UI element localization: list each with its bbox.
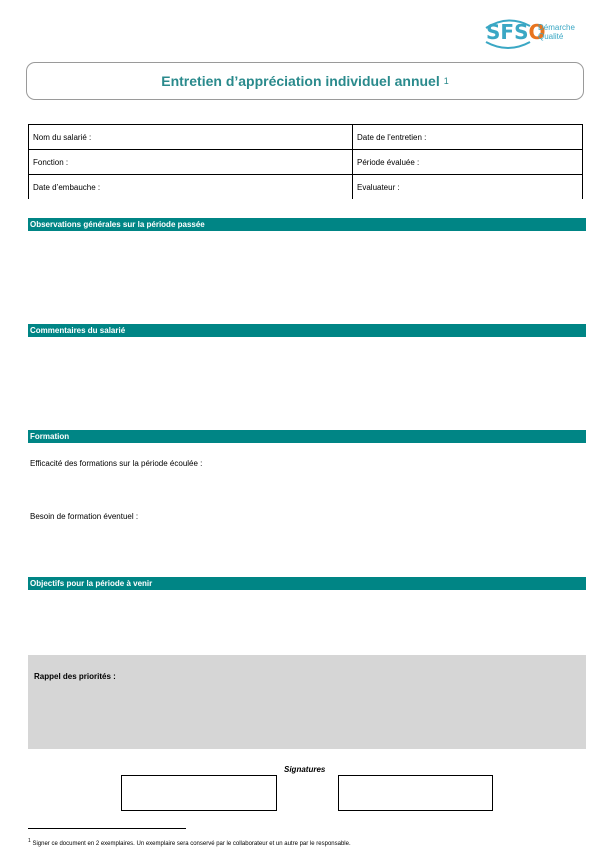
logo-line-2: Qualité — [538, 32, 564, 41]
logo-subtitle — [538, 23, 575, 41]
table-row — [29, 150, 583, 175]
signature-box-collaborateur[interactable] — [121, 775, 277, 811]
commentaires-area[interactable] — [28, 338, 586, 426]
title-footnote-ref: 1 — [443, 76, 449, 86]
objectifs-area[interactable] — [28, 591, 586, 651]
rappel-priorites-label: Rappel des priorités : — [34, 672, 116, 681]
observations-area[interactable] — [28, 232, 586, 320]
signature-box-responsable[interactable] — [338, 775, 493, 811]
table-row — [29, 175, 583, 200]
field-date-embauche[interactable]: Date d’embauche : — [29, 175, 353, 200]
field-date-entretien[interactable]: Date de l’entretien : — [353, 125, 583, 150]
logo-brand: SFSO — [486, 20, 546, 44]
logo-line-1: Démarche — [538, 23, 575, 32]
section-observations: Observations générales sur la période passée — [28, 218, 586, 231]
signatures-label: Signatures — [284, 765, 326, 774]
field-periode-evaluee[interactable]: Période évaluée : — [353, 150, 583, 175]
section-formation: Formation — [28, 430, 586, 443]
employee-info-table — [28, 124, 583, 199]
footnote — [28, 838, 351, 847]
field-fonction[interactable]: Fonction : — [29, 150, 353, 175]
section-objectifs: Objectifs pour la période à venir — [28, 577, 586, 590]
field-evaluateur[interactable]: Evaluateur : — [353, 175, 583, 200]
formation-efficacite-label: Efficacité des formations sur la période écoulée : — [30, 459, 203, 468]
formation-besoin-label: Besoin de formation éventuel : — [30, 512, 139, 521]
table-row — [29, 125, 583, 150]
field-nom-salarie[interactable]: Nom du salarié : — [29, 125, 353, 150]
title-box — [26, 62, 584, 100]
footnote-rule — [28, 828, 186, 829]
footnote-text: Signer ce document en 2 exemplaires. Un exemplaire sera conservé par le collaborateur et un autre par le responsable. — [32, 841, 351, 847]
rappel-priorites-box[interactable] — [28, 655, 586, 749]
section-commentaires: Commentaires du salarié — [28, 324, 586, 337]
sfso-logo — [486, 18, 586, 52]
footnote-mark: 1 — [28, 838, 31, 844]
page-title: Entretien d’appréciation individuel annuel — [161, 73, 440, 89]
